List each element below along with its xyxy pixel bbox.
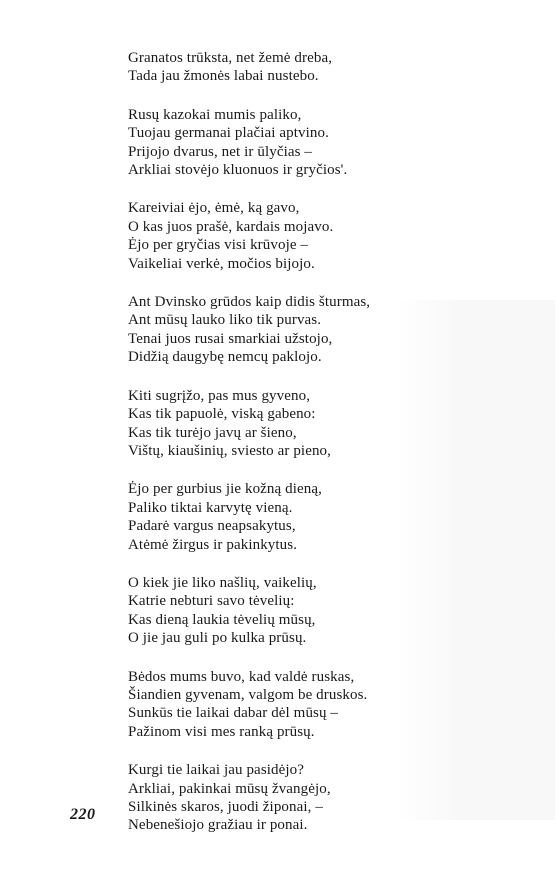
stanza (128, 106, 428, 180)
poem-line: O kiek jie liko našlių, vaikelių, (128, 574, 317, 591)
poem-line: O jie jau guli po kulka prūsų. (128, 630, 307, 647)
poem-line: Atėmė žirgus ir pakinkytus. (128, 536, 298, 553)
poem-line: Ėjo per gryčias visi krūvoje – (128, 237, 309, 254)
poem-line: O kas juos prašė, kardais mojavo. (128, 218, 334, 235)
page-number: 220 (70, 806, 96, 823)
poem-line: Kurgi tie laikai jau pasidėjo? (128, 762, 305, 779)
stanza (128, 574, 428, 648)
poem-line: Vištų, kiaušinių, sviesto ar pieno, (128, 442, 331, 459)
poem-line: Arkliai, pakinkai mūsų žvangėjo, (128, 780, 331, 797)
poem-line: Prijojo dvarus, net ir ūlyčias – (128, 143, 313, 160)
poem-line: Pažinom visi mes ranką prūsų. (128, 723, 315, 740)
stanza (128, 668, 428, 742)
poem-line: Katrie nebturi savo tėvelių: (128, 593, 295, 610)
stanza (128, 199, 428, 273)
stanza (128, 480, 428, 554)
poem-line: Kas dieną laukia tėvelių mūsų, (128, 611, 316, 628)
poem-line: Ant Dvinsko grūdos kaip didis šturmas, (128, 294, 371, 311)
poem-line: Granatos trūksta, net žemė dreba, (128, 50, 333, 66)
poem-line: Kas tik papuolė, viską gabeno: (128, 406, 316, 423)
poem-line: Kas tik turėjo javų ar šieno, (128, 424, 297, 441)
poem-line: Kareiviai ėjo, ėmė, ką gavo, (128, 200, 300, 217)
poem-line: Didžią daugybę nemcų paklojo. (128, 349, 322, 366)
poem-line: Kiti sugrįžo, pas mus gyveno, (128, 387, 311, 404)
poem-line: Nebenešiojo gražiau ir ponai. (128, 817, 308, 834)
poem-line: Šiandien gyvenam, valgom be druskos. (128, 686, 368, 703)
poem-line: Paliko tiktai karvytę vieną. (128, 499, 293, 516)
poem-line: Tuojau germanai plačiai aptvino. (128, 125, 329, 142)
stanza (128, 387, 428, 461)
poem-line: Bėdos mums buvo, kad valdė ruskas, (128, 668, 355, 685)
poem (128, 49, 428, 855)
stanza (128, 761, 428, 835)
poem-line: Padarė vargus neapsakytus, (128, 518, 296, 535)
poem-line: Ant mūsų lauko liko tik purvas. (128, 312, 322, 329)
poem-line: Tada jau žmonės labai nustebo. (128, 68, 319, 85)
poem-line: Sunkūs tie laikai dabar dėl mūsų – (128, 705, 339, 722)
stanza (128, 49, 428, 86)
poem-line: Rusų kazokai mumis paliko, (128, 106, 302, 123)
poem-line: Vaikeliai verkė, močios bijojo. (128, 255, 315, 272)
poem-line: Tenai juos rusai smarkiai užstojo, (128, 330, 333, 347)
stanza (128, 293, 428, 367)
poem-line: Arkliai stovėjo kluonuos ir gryčios'. (128, 162, 348, 179)
poem-line: Ėjo per gurbius jie kožną dieną, (128, 481, 322, 498)
poem-line: Silkinės skaros, juodi žiponai, – (128, 799, 323, 815)
